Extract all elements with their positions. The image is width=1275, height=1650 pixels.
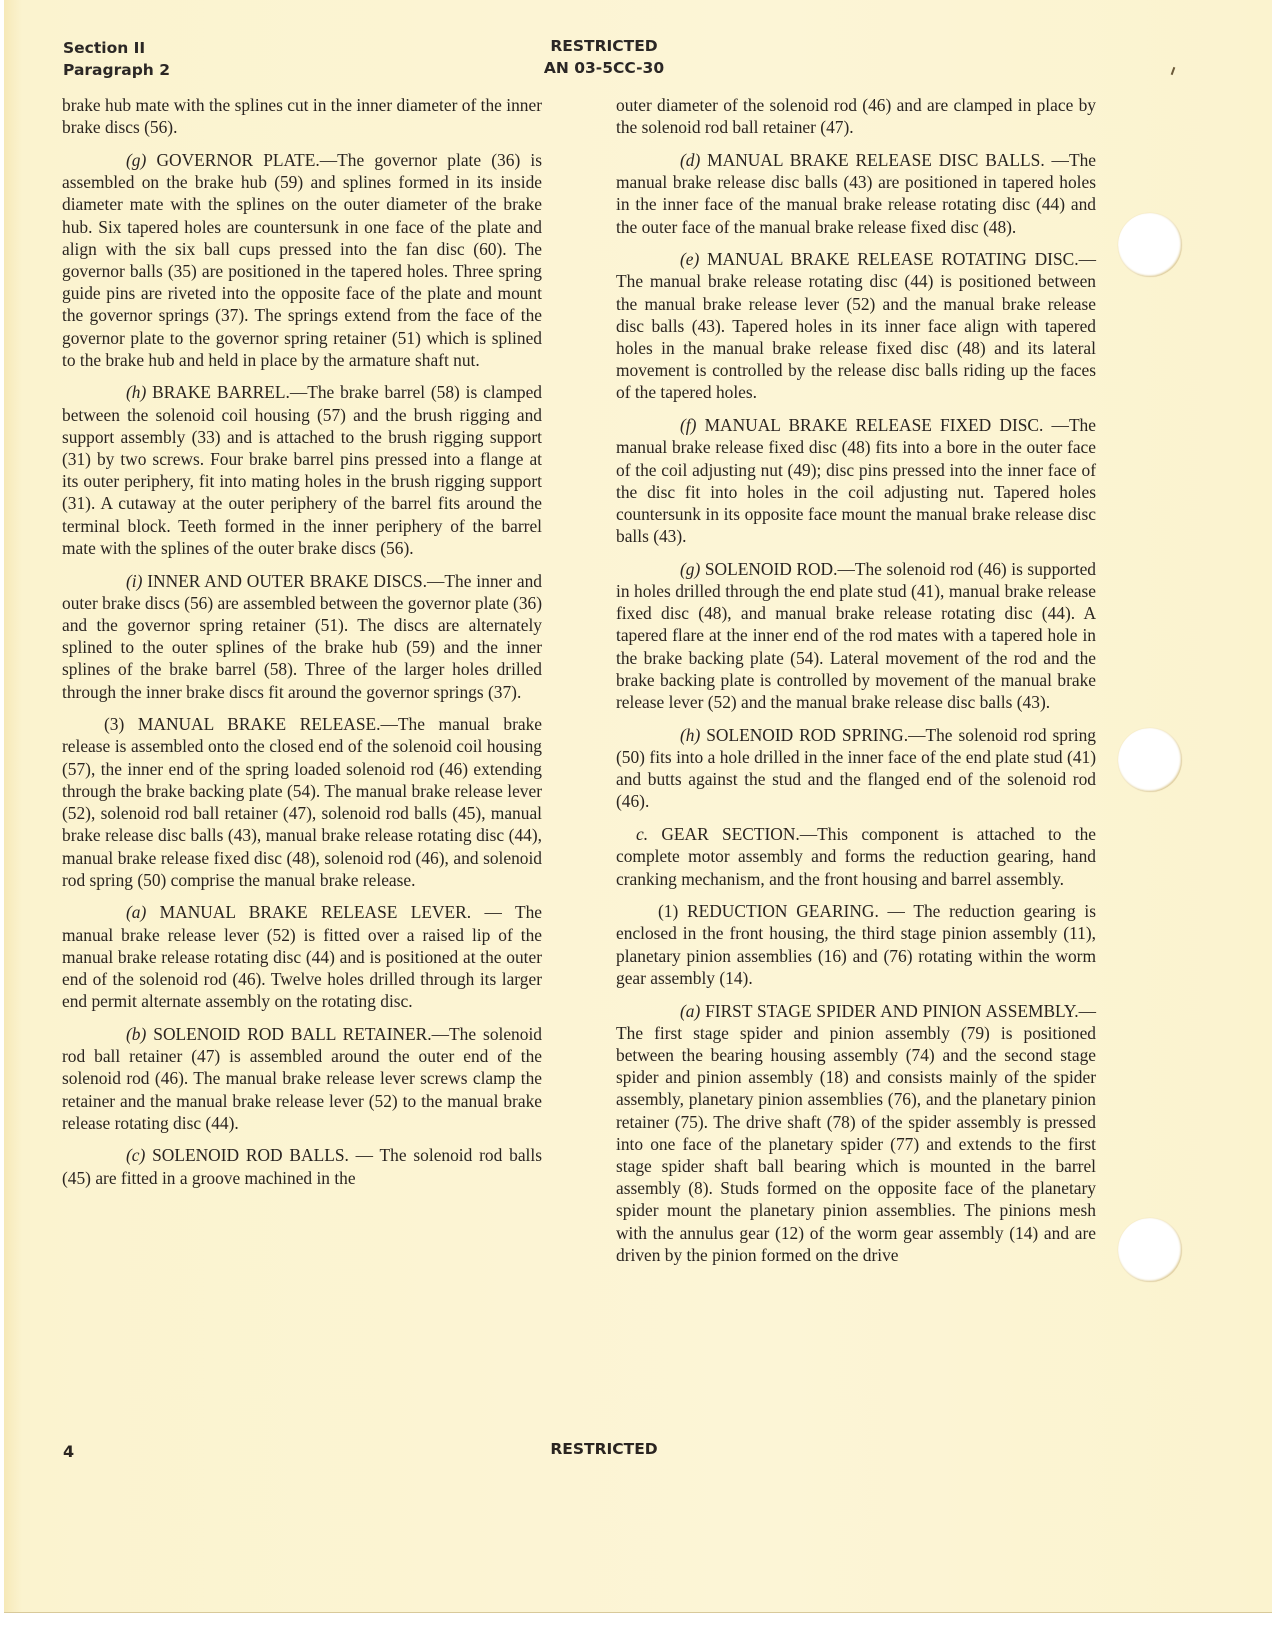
paragraph-title: REDUCTION GEARING. — <box>687 901 914 922</box>
paragraph-title: MANUAL BRAKE RELEASE ROTATING DISC.— <box>707 249 1096 270</box>
document-page <box>4 0 1272 1613</box>
left-column <box>62 94 542 1199</box>
paragraph-first-stage-spider: (a) FIRST STAGE SPIDER AND PINION ASSEMBLY.—The first stage spider and pinion assembly (79) is positioned between the bearing housing assembly (74) and the second stage spider and pinion assembly (18) and consists mainly of the spider assembly, planetary pinion assemblies (76), and the planetary pinion retainer (75). The drive shaft (78) of the spider assembly is pressed into one face of the planetary spider (77) and extends to the first stage spider shaft ball bearing which is mounted in the barrel assembly (8). Studs formed on the opposite face of the planetary spider mount the planetary pinion assemblies. The pinions mesh with the annulus gear (12) of the worm gear assembly (14) and are driven by the pinion formed on the drive <box>616 1000 1096 1265</box>
paragraph-title: FIRST STAGE SPIDER AND PINION ASSEMBLY.— <box>705 1000 1096 1021</box>
paragraph-rotating-disc: (e) MANUAL BRAKE RELEASE ROTATING DISC.—The manual brake release rotating disc (44) is positioned between the manual brake release lever (52) and the manual brake release disc balls (43). Tapered holes in its inner face align with tapered holes in the manual brake release fixed disc (48) and its lateral movement is controlled by the release disc balls riding up the faces of the tapered holes. <box>616 249 1096 403</box>
punch-hole <box>1118 1218 1182 1282</box>
paragraph-title: BRAKE BARREL.— <box>152 382 308 403</box>
paragraph-title: MANUAL BRAKE RELEASE.— <box>137 714 398 735</box>
classification-footer: RESTRICTED <box>550 1440 658 1458</box>
section-label: Section II <box>63 39 146 57</box>
paragraph-ball-retainer: (b) SOLENOID ROD BALL RETAINER.—The solenoid rod ball retainer (47) is assembled around the outer end of the solenoid rod (46). The manual brake release lever screws clamp the retainer and the manual brake release lever (52) to the manual brake release rotating disc (44). <box>62 1023 542 1133</box>
paragraph-title: MANUAL BRAKE RELEASE DISC BALLS. — <box>707 149 1069 170</box>
paragraph-title: SOLENOID ROD BALLS. — <box>152 1145 380 1166</box>
paragraph-title: SOLENOID ROD BALL RETAINER.— <box>153 1023 450 1044</box>
section-header <box>63 37 170 81</box>
paragraph: brake hub mate with the splines cut in the inner diameter of the inner brake discs (56). <box>62 95 542 138</box>
document-id-header <box>484 35 724 79</box>
paragraph-brake-barrel: (h) BRAKE BARREL.—The brake barrel (58) is clamped between the solenoid coil housing (57) and the brush rigging and support assembly (33) and is attached to the brush rigging support (31) by two screws. Four brake barrel pins pressed into a flange at its outer periphery, fit into mating holes in the brush rigging support (31). A cutaway at the outer periphery of the barrel fits around the terminal block. Teeth formed in the inner periphery of the barrel mate with the splines of the outer brake discs (56). <box>62 382 542 558</box>
right-column <box>616 94 1096 1276</box>
paragraph-disc-balls: (d) MANUAL BRAKE RELEASE DISC BALLS. —The manual brake release disc balls (43) are positioned in tapered holes in the inner face of the manual brake release rotating disc (44) and the outer face of the manual brake release fixed disc (48). <box>616 149 1096 237</box>
paragraph-release-lever: (a) MANUAL BRAKE RELEASE LEVER. — The manual brake release lever (52) is fitted over a raised lip of the manual brake release rotating disc (44) and is positioned at the outer end of the solenoid rod (46). Twelve holes drilled through its larger end permit alternate assembly on the rotating disc. <box>62 902 542 1012</box>
paragraph-reduction-gearing: (1) REDUCTION GEARING. — The reduction gearing is enclosed in the front housing, the third stage pinion assembly (11), planetary pinion assemblies (16) and (76) rotating within the worm gear assembly (14). <box>616 901 1096 988</box>
paragraph-solenoid-rod-spring: (h) SOLENOID ROD SPRING.—The solenoid rod spring (50) fits into a hole drilled in the inner face of the end plate stud (41) and butts against the stud and the flanged end of the solenoid rod (46). <box>616 724 1097 812</box>
document-number: AN 03-5CC-30 <box>543 59 665 77</box>
paragraph-title: SOLENOID ROD.— <box>704 558 855 579</box>
paragraph-title: GEAR SECTION.— <box>661 824 818 845</box>
paragraph: outer diameter of the solenoid rod (46) and are clamped in place by the solenoid rod ball retainer (47). <box>616 95 1096 138</box>
scan-speck <box>1171 67 1176 75</box>
paragraph-governor-plate: (g) GOVERNOR PLATE.—The governor plate (36) is assembled on the brake hub (59) and splines formed in its inside diameter mate with the splines on the outer diameter of the brake hub. Six tapered holes are countersunk in one face of the plate and align with the six ball cups pressed into the fan disc (60). The governor balls (35) are positioned in the tapered holes. Three spring guide pins are riveted into the opposite face of the plate and mount the governor springs (37). The springs extend from the face of the governor plate to the governor spring retainer (51) which is splined to the brake hub and held in place by the armature shaft nut. <box>62 149 543 370</box>
paragraph-title: MANUAL BRAKE RELEASE FIXED DISC. — <box>704 415 1069 436</box>
paragraph-title: INNER AND OUTER BRAKE DISCS.— <box>147 570 445 591</box>
punch-hole <box>1118 728 1182 792</box>
classification-header: RESTRICTED <box>550 37 658 55</box>
page-number: 4 <box>63 1442 75 1461</box>
paragraph-title: SOLENOID ROD SPRING.— <box>706 724 926 745</box>
paragraph-brake-discs: (i) INNER AND OUTER BRAKE DISCS.—The inner and outer brake discs (56) are assembled between the governor plate (36) and the governor spring retainer (51). The discs are alternately splined to the outer splines of the brake hub (59) and the inner splines of the brake barrel (58). Three of the larger holes drilled through the inner brake discs fit around the governor springs (37). <box>62 570 542 702</box>
punch-hole <box>1118 213 1182 277</box>
paragraph-manual-brake-release: (3) MANUAL BRAKE RELEASE.—The manual brake release is assembled onto the closed end of the solenoid coil housing (57), the inner end of the spring loaded solenoid rod (46) extending through the brake backing plate (54). The manual brake release lever (52), solenoid rod ball retainer (47), solenoid rod balls (45), manual brake release disc balls (43), manual brake release rotating disc (44), manual brake release fixed disc (48), solenoid rod (46), and solenoid rod spring (50) comprise the manual brake release. <box>62 714 542 890</box>
paragraph-solenoid-rod: (g) SOLENOID ROD.—The solenoid rod (46) is supported in holes drilled through the end plate stud (41), manual brake release fixed disc (48), and manual brake release rotating disc (44). A tapered flare at the inner end of the rod mates with a tapered hole in the brake backing plate (54). Lateral movement of the rod and the brake backing plate is controlled by movement of the manual brake release lever (52) and the manual brake release disc balls (43). <box>616 558 1097 713</box>
paragraph-title: GOVERNOR PLATE.— <box>156 149 338 170</box>
paragraph-gear-section: c. GEAR SECTION.—This component is attached to the complete motor assembly and forms the reduction gearing, hand cranking mechanism, and the front housing and barrel assembly. <box>616 824 1096 889</box>
paragraph-title: MANUAL BRAKE RELEASE LEVER. — <box>159 902 515 923</box>
paragraph-solenoid-rod-balls: (c) SOLENOID ROD BALLS. — The solenoid rod balls (45) are fitted in a groove machined in the <box>62 1145 542 1188</box>
paragraph-fixed-disc: (f) MANUAL BRAKE RELEASE FIXED DISC. —The manual brake release fixed disc (48) fits into a bore in the outer face of the coil adjusting nut (49); disc pins pressed into the inner face of the disc fit into holes in the coil adjusting nut. Tapered holes countersunk in its opposite face mount the manual brake release disc balls (43). <box>616 415 1096 547</box>
paragraph-label: Paragraph 2 <box>63 61 171 79</box>
